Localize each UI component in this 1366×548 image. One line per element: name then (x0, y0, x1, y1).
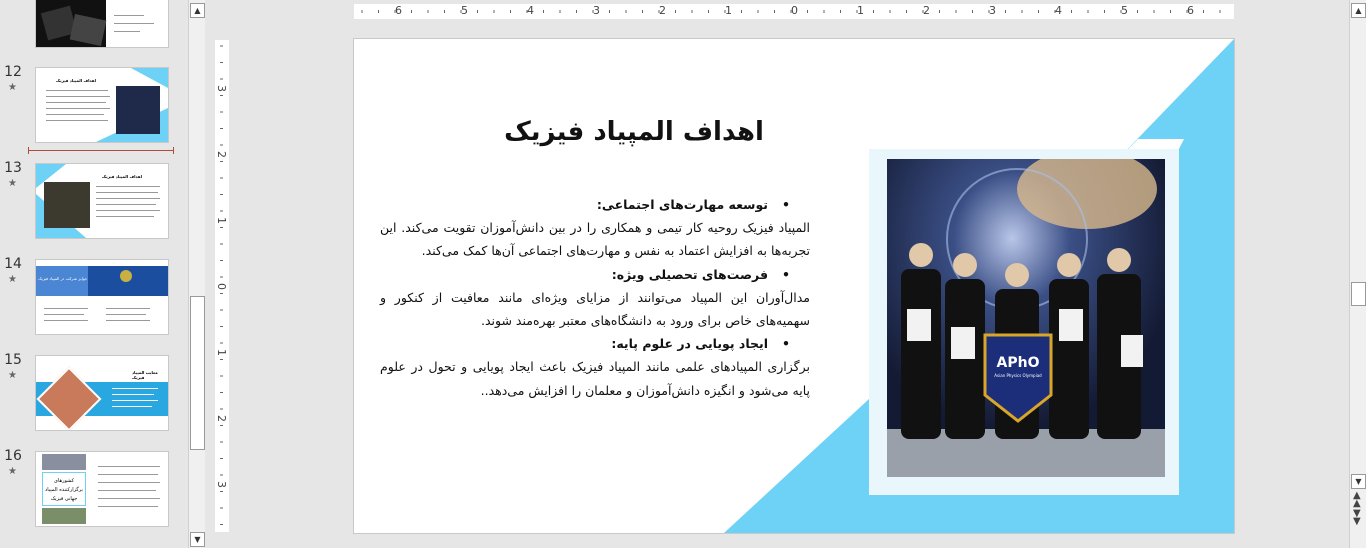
animation-star-icon: ★ (8, 82, 17, 93)
thumbnail-title: کشورهای برگزارکننده المپیاد جهانی فیزیک (42, 472, 86, 506)
slide-thumbnail-16[interactable] (35, 451, 169, 527)
photo-banner-subtext: Asian Physics Olympiad (994, 373, 1042, 378)
slide-number-14: 14 (4, 256, 22, 272)
ruler-label: 4 (1055, 4, 1062, 17)
ruler-label: 0 (791, 4, 798, 17)
scroll-thumb[interactable] (190, 296, 205, 450)
photo-banner-text: APhO (996, 355, 1040, 371)
ruler-label: 0 (215, 283, 228, 290)
bullet-heading: • فرصت‌های تحصیلی ویژه: (380, 263, 810, 286)
slide-number-13: 13 (4, 160, 22, 176)
ruler-label: 6 (395, 4, 402, 17)
animation-star-icon: ★ (8, 274, 17, 285)
slide-body-text[interactable] (380, 193, 810, 402)
scroll-thumb[interactable] (1351, 282, 1366, 306)
animation-star-icon: ★ (8, 466, 17, 477)
bullet-paragraph: المپیاد فیزیک روحیه کار تیمی و همکاری را در بین دانش‌آموزان تقویت می‌کند. این تجربه‌ها به افزایش اعتماد به نفس و مهارت‌های اجتماعی آن‌ها کمک می‌کند. (380, 220, 810, 259)
ruler-label: 2 (659, 4, 666, 17)
ruler-label: 5 (1121, 4, 1128, 17)
editor-scrollbar[interactable] (1349, 0, 1366, 548)
slide-title[interactable]: اهداف المپیاد فیزیک (504, 117, 764, 147)
slide-number-16: 16 (4, 448, 22, 464)
bullet-paragraph: برگزاری المپیادهای علمی مانند المپیاد فیزیک باعث ایجاد پویایی و تحول در علوم پایه می‌شود و انگیزه دانش‌آموزان و معلمان را افزایش می‌دهد.. (380, 359, 810, 398)
thumbnail-title: اهداف المپیاد فیزیک (102, 174, 142, 179)
horizontal-ruler (354, 4, 1234, 19)
scroll-down-button[interactable]: ▼ (190, 532, 205, 547)
ruler-label: 4 (527, 4, 534, 17)
ruler-label: 3 (215, 481, 228, 488)
slide-thumbnail-12[interactable] (35, 67, 169, 143)
slide-thumbnail-pane (0, 0, 188, 548)
drop-insertion-marker (28, 150, 174, 151)
bullet-paragraph: مدال‌آوران این المپیاد می‌توانند از مزایای ویژه‌ای مانند معافیت از کنکور و سهمیه‌های خاص برای ورود به دانشگاه‌های معتبر بهره‌مند شوند. (380, 289, 810, 329)
thumbnail-scrollbar[interactable] (188, 0, 205, 548)
thumbnail-title: جوایز شرکت در المپیاد فیزیک (38, 276, 88, 281)
slide-thumbnail-11[interactable] (35, 0, 169, 48)
previous-slide-icon[interactable]: ▲ ▲ (1353, 490, 1361, 509)
slide-thumbnail-14[interactable] (35, 259, 169, 335)
ruler-label: 1 (857, 4, 864, 17)
ruler-label: 1 (725, 4, 732, 17)
scroll-up-button[interactable]: ▲ (1351, 3, 1366, 18)
vertical-ruler (215, 40, 229, 532)
ruler-label: 1 (215, 217, 228, 224)
thumbnail-title: اهداف المپیاد فیزیک (56, 78, 96, 83)
bullet-heading: • ایجاد پویایی در علوم پایه: (380, 332, 810, 355)
scroll-down-button[interactable]: ▼ (1351, 474, 1366, 489)
ruler-label: 5 (461, 4, 468, 17)
slide-thumbnail-13[interactable] (35, 163, 169, 239)
photo-illustration (887, 159, 1165, 477)
ruler-label: 2 (215, 151, 228, 158)
ruler-label: 3 (989, 4, 996, 17)
ruler-label: 6 (1187, 4, 1194, 17)
slide-canvas[interactable] (353, 38, 1235, 534)
slide-number-12: 12 (4, 64, 22, 80)
slide-thumbnail-15[interactable] (35, 355, 169, 431)
thumbnail-title: معایب المپیاد فیزیک (132, 370, 158, 380)
olympiad-team-photo (887, 159, 1165, 477)
ruler-label: 2 (215, 415, 228, 422)
ruler-label: 3 (593, 4, 600, 17)
animation-star-icon: ★ (8, 370, 17, 381)
slide-number-15: 15 (4, 352, 22, 368)
next-slide-icon[interactable]: ▼ ▼ (1353, 508, 1361, 527)
bullet-heading: • توسعه مهارت‌های اجتماعی: (380, 193, 810, 216)
ruler-label: 2 (923, 4, 930, 17)
ruler-label: 3 (215, 85, 228, 92)
animation-star-icon: ★ (8, 178, 17, 189)
ruler-label: 1 (215, 349, 228, 356)
scroll-up-button[interactable]: ▲ (190, 3, 205, 18)
